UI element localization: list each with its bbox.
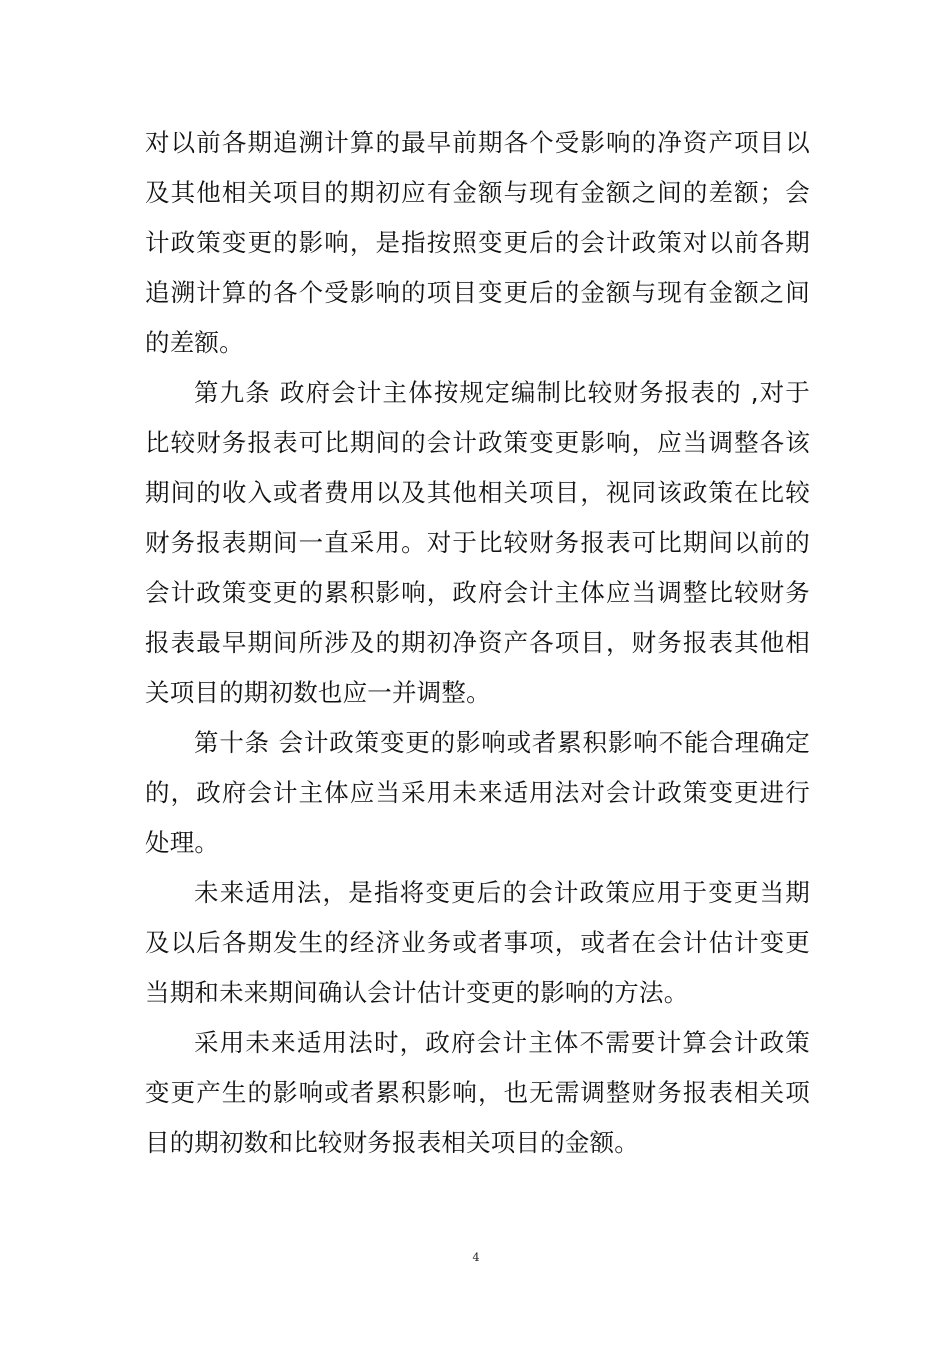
paragraph-prospective-method-application: 采用未来适用法时，政府会计主体不需要计算会计政策变更产生的影响或者累积影响，也无需调整财务报表相关项目的期初数和比较财务报表相关项目的金额。 [145,1028,810,1157]
paragraph-article-9: 第九条 政府会计主体按规定编制比较财务报表的 ,对于比较财务报表可比期间的会计政策变更影响，应当调整各该期间的收入或者费用以及其他相关项目，视同该政策在比较财务报表期间一直采用。对于比较财务报表可比期间以前的会计政策变更的累积影响，政府会计主体应当调整比较财务报表最早期间所涉及的期初净资产各项目，财务报表其他相关项目的期初数也应一并调整。 [145,378,810,707]
paragraph-continuation: 对以前各期追溯计算的最早前期各个受影响的净资产项目以及其他相关项目的期初应有金额与现有金额之间的差额；会计政策变更的影响，是指按照变更后的会计政策对以前各期追溯计算的各个受影响的项目变更后的金额与现有金额之间的差额。 [145,128,810,357]
paragraph-article-10: 第十条 会计政策变更的影响或者累积影响不能合理确定的，政府会计主体应当采用未来适用法对会计政策变更进行处理。 [145,728,810,857]
paragraph-prospective-method-definition: 未来适用法，是指将变更后的会计政策应用于变更当期及以后各期发生的经济业务或者事项，或者在会计估计变更当期和未来期间确认会计估计变更的影响的方法。 [145,878,810,1007]
page-number: 4 [472,1251,480,1264]
document-body [145,118,810,1168]
